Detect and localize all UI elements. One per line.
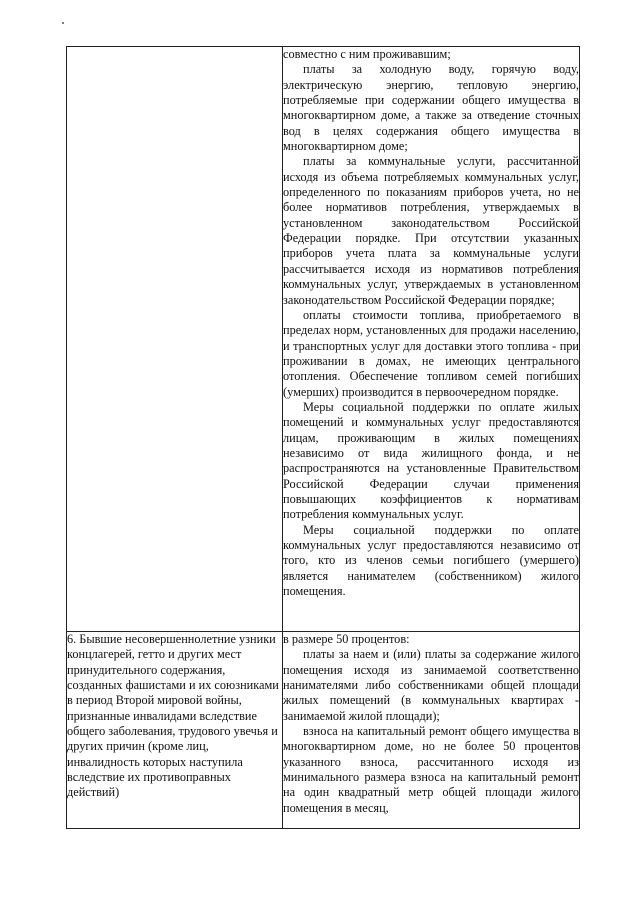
category-text: 6. Бывшие несовершеннолетние узники концлагерей, гетто и других мест принудительного содержания, созданных фашистами и их союзниками в период Второй мировой войны, признанные инвалидами вследствие общего заболевания, трудового увечья и других причин (кроме лиц, инвалидность которых наступила вследствие их противоправных действий) [67,632,279,800]
scan-speck [62,22,64,24]
benefit-cell [283,632,580,829]
category-cell [67,632,283,829]
benefit-paragraph: платы за наем и (или) платы за содержание жилого помещения исходя из занимаемой соответственно нанимателями либо собственниками общей площади жилых помещений (в коммунальных квартирах - занимаемой жилой площади); [283,647,579,723]
benefit-paragraph: Меры социальной поддержки по оплате жилых помещений и коммунальных услуг предоставляются лицам, проживающим в жилых помещениях независимо от вида жилищного фонда, и не распространяются на установленные Правительством Российской Федерации случаи применения повышающих коэффициентов к нормативам потребления коммунальных услуг. [283,399,579,522]
benefits-table [66,46,580,829]
benefit-paragraph: Меры социальной поддержки по оплате коммунальных услуг предоставляются независимо от того, кто из членов семьи погибшего (умершего) является нанимателем (собственником) жилого помещения. [283,522,579,599]
table-row [67,632,580,829]
benefit-paragraph: взноса на капитальный ремонт общего имущества в многоквартирном доме, но не более 50 процентов указанного взноса, рассчитанного исходя из минимального размера взноса на капитальный ремонт на один квадратный метр общей площади жилого помещения в месяц, [283,724,579,815]
benefit-paragraph: платы за холодную воду, горячую воду, электрическую энергию, тепловую энергию, потребляемые при содержании общего имущества в многоквартирном доме, а также за отведение сточных вод в целях содержания общего имущества в многоквартирном доме; [283,62,579,154]
benefit-paragraph: в размере 50 процентов: [283,632,410,646]
benefit-cell [283,47,580,632]
benefit-paragraph: совместно с ним проживавшим; [283,47,451,61]
category-cell-empty [67,47,283,632]
benefit-paragraph: оплаты стоимости топлива, приобретаемого в пределах норм, установленных для продажи населению, и транспортных услуг для доставки этого топлива - при проживании в домах, не имеющих центрального отопления. Обеспечение топливом семей погибших (умерших) производится в первоочередном порядке. [283,307,580,399]
table-row [67,47,580,632]
benefit-paragraph: платы за коммунальные услуги, рассчитанной исходя из объема потребляемых коммунальных услуг, определенного по показаниям приборов учета, но не более нормативов потребления, утверждаемых в установленном законодательством Российской Федерации порядке. При отсутствии указанных приборов учета плата за коммунальные услуги рассчитывается исходя из нормативов потребления коммунальных услуг, утверждаемых в установленном законодательством Российской Федерации порядке; [283,154,579,307]
